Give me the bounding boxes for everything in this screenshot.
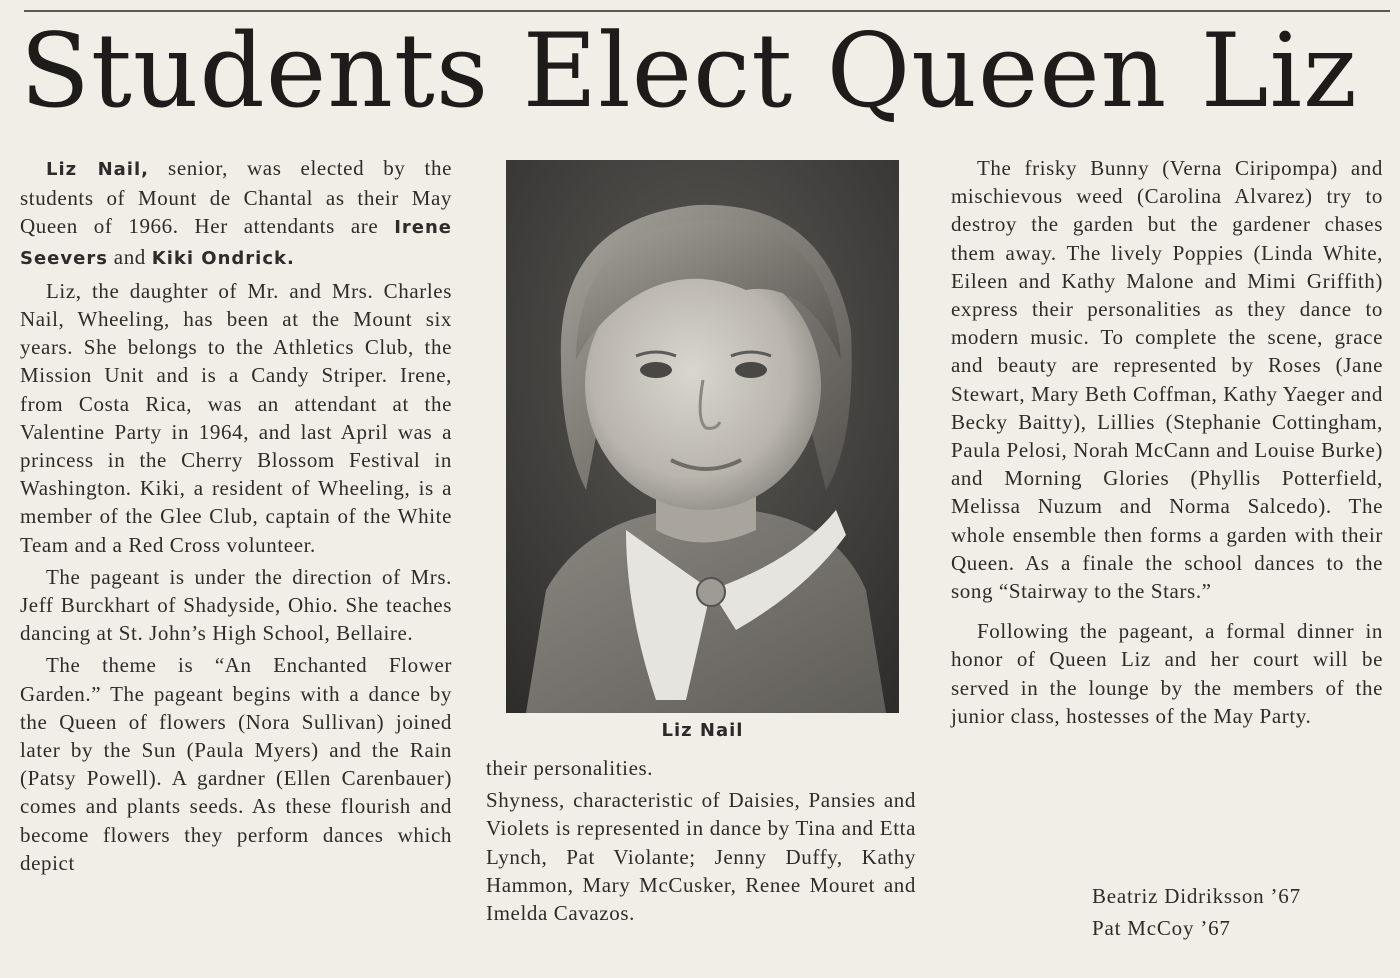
byline-author: Pat McCoy ’67 [1092, 916, 1231, 940]
paragraph-shyness: Shyness, characteristic of Daisies, Pansies and Violets is represented in dance by Tina and Etta Lynch, Pat Violante; Jenny Duffy, Kathy Hammon, Mary McCusker, Renee Mouret and Imelda Cavazos. [486, 788, 916, 926]
portrait-image [506, 160, 899, 713]
attendant-name-2: Kiki Ondrick. [151, 247, 295, 269]
paragraph-intro [20, 154, 452, 273]
article-column-left [20, 154, 452, 877]
intro-and: and [107, 244, 152, 269]
paragraph-biographies: Liz, the daughter of Mr. and Mrs. Charles Nail, Wheeling, has been at the Mount six years. She belongs to the Athletics Club, the Mission Unit and is a Candy Striper. Irene, from Costa Rica, was an attendant at the Valentine Party in 1964, and last April was a princess in the Cherry Blossom Festival in Washington. Kiki, a resident of Wheeling, is a member of the Glee Club, captain of the White Team and a Red Cross volunteer. [20, 278, 452, 557]
byline-author: Beatriz Didriksson ’67 [1092, 884, 1301, 908]
attendant-name-1: Irene Seevers [20, 217, 452, 269]
article-column-right [951, 154, 1383, 730]
photo-caption: Liz Nail [661, 720, 744, 741]
paragraph-dinner: Following the pageant, a formal dinner in honor of Queen Liz and her court will be served in the lounge by the members of the junior class, hostesses of the May Party. [951, 619, 1383, 728]
intro-text: senior, was elected by the students of Mount de Chantal as their May Queen of 1966. Her attendants are [20, 156, 452, 239]
headline: Students Elect Queen Liz [20, 12, 1358, 131]
article-column-middle [486, 754, 916, 927]
paragraph-theme: The theme is “An Enchanted Flower Garden.” The pageant begins with a dance by the Queen of flowers (Nora Sullivan) joined later by the Sun (Paula Myers) and the Rain (Patsy Powell). A gardner (Ellen Carenbauer) comes and plants seeds. As these flourish and become flowers they perform dances which depict [20, 653, 452, 875]
portrait-photo [506, 160, 899, 713]
queen-name: Liz Nail, [46, 159, 149, 180]
paragraph-flowers: The frisky Bunny (Verna Ciripompa) and mischievous weed (Carolina Alvarez) try to destroy the garden but the gardener chases them away. The lively Poppies (Linda White, Eileen and Kathy Malone and Mimi Griffith) express their personalities as they dance to modern music. To complete the scene, grace and beauty are represented by Roses (Jane Stewart, Mary Beth Coffman, Kathy Yaeger and Becky Baitty), Lillies (Stephanie Cottingham, Paula Pelosi, Norah McCann and Louise Burke) and Morning Glories (Phyllis Potterfield, Melissa Nuzum and Norma Salcedo). The whole ensemble then forms a garden with their Queen. As a finale the school dances to the song “Stairway to the Stars.” [951, 156, 1383, 604]
paragraph-personalities: their personalities. [486, 756, 654, 780]
paragraph-direction: The pageant is under the direction of Mrs. Jeff Burckhart of Shadyside, Ohio. She teaches dancing at St. John’s High School, Bellaire. [20, 564, 452, 646]
